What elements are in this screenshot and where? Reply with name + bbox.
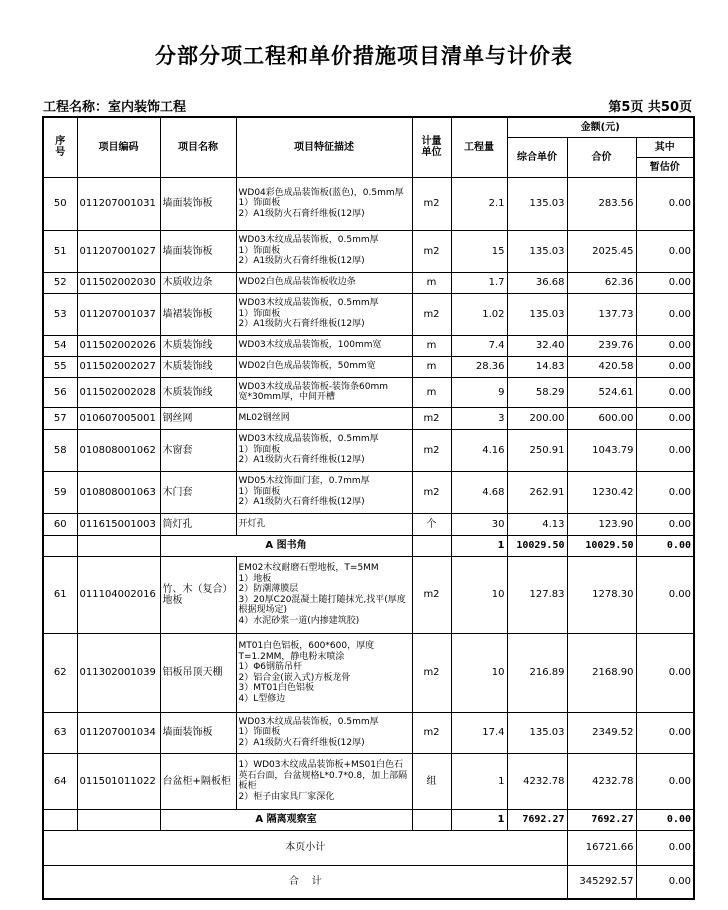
code-cell: 011615001003 bbox=[77, 513, 160, 535]
qty-cell: 9 bbox=[451, 377, 507, 407]
total-cell: 2168.90 bbox=[567, 633, 636, 712]
desc-cell bbox=[236, 753, 412, 809]
table-row bbox=[43, 753, 694, 809]
name-cell: 铝板吊顶天棚 bbox=[160, 633, 236, 712]
seq-cell: 62 bbox=[43, 633, 77, 712]
estimate-cell: 0.00 bbox=[636, 809, 694, 830]
desc-line: 1）饰面板 bbox=[238, 245, 281, 256]
header-seq: 序号 bbox=[43, 117, 77, 177]
desc-cell bbox=[236, 335, 412, 356]
total-cell: 4232.78 bbox=[567, 753, 636, 809]
estimate-cell: 0.00 bbox=[636, 712, 694, 753]
desc-line: 2）A1级防火石膏纤维板(12厚) bbox=[238, 737, 365, 748]
header-of-which: 其中 bbox=[636, 137, 694, 157]
section-name-cell: A 图书角 bbox=[160, 535, 412, 556]
estimate-cell: 0.00 bbox=[636, 513, 694, 535]
desc-line: 开灯孔 bbox=[238, 518, 266, 529]
project-name: 工程名称：室内装饰工程 bbox=[43, 100, 187, 115]
header-code: 项目编码 bbox=[77, 117, 160, 177]
table-row bbox=[43, 429, 694, 471]
code-cell: 010808001063 bbox=[77, 471, 160, 513]
qty-cell: 3 bbox=[451, 407, 507, 429]
desc-line: WD03木纹成品装饰板，0.5mm厚 bbox=[238, 235, 379, 246]
name-cell: 竹、木（复合）地板 bbox=[160, 556, 236, 633]
estimate-cell: 0.00 bbox=[636, 272, 694, 293]
unit-cell: m2 bbox=[412, 407, 451, 429]
name-cell: 木质装饰线 bbox=[160, 356, 236, 377]
desc-line: WD03木纹成品装饰板，0.5mm厚 bbox=[238, 716, 379, 727]
desc-line: ML02钢丝网 bbox=[238, 412, 290, 423]
unit-cell: m bbox=[412, 272, 451, 293]
estimate-cell: 0.00 bbox=[636, 535, 694, 556]
page-subtotal-row bbox=[43, 830, 694, 865]
desc-line: 2）A1级防火石膏纤维板(12厚) bbox=[238, 497, 365, 508]
qty-cell: 1.02 bbox=[451, 293, 507, 335]
total-cell: 239.76 bbox=[567, 335, 636, 356]
table-row bbox=[43, 407, 694, 429]
total-cell: 283.56 bbox=[567, 177, 636, 230]
page-title: 分部分项工程和单价措施项目清单与计价表 bbox=[155, 44, 573, 68]
desc-cell bbox=[236, 356, 412, 377]
code-cell: 011502002026 bbox=[77, 335, 160, 356]
table-row bbox=[43, 335, 694, 356]
desc-line: EM02木纹耐磨石塑地板，T=5MM bbox=[238, 563, 379, 573]
unit-cell: m2 bbox=[412, 712, 451, 753]
seq-cell: 55 bbox=[43, 356, 77, 377]
unit-price-cell: 14.83 bbox=[507, 356, 567, 377]
desc-line: 1）饰面板 bbox=[238, 486, 281, 497]
unit-cell bbox=[412, 809, 451, 830]
qty-cell: 1 bbox=[451, 535, 507, 556]
unit-cell: m2 bbox=[412, 429, 451, 471]
table-row bbox=[43, 712, 694, 753]
section-subtotal-row bbox=[43, 809, 694, 830]
unit-cell: m bbox=[412, 335, 451, 356]
header-amount: 金额(元) bbox=[507, 117, 694, 137]
desc-line: 4）L型修边 bbox=[238, 693, 286, 704]
desc-line: 2）A1级防火石膏纤维板(12厚) bbox=[238, 208, 365, 219]
desc-cell bbox=[236, 230, 412, 272]
header-total: 合价 bbox=[567, 137, 636, 177]
desc-line: 1）饰面板 bbox=[238, 198, 281, 209]
desc-cell bbox=[236, 471, 412, 513]
table-row bbox=[43, 633, 694, 712]
total-cell: 524.61 bbox=[567, 377, 636, 407]
total-cell: 62.36 bbox=[567, 272, 636, 293]
unit-price-cell: 262.91 bbox=[507, 471, 567, 513]
unit-cell: m2 bbox=[412, 177, 451, 230]
estimate-cell: 0.00 bbox=[636, 335, 694, 356]
estimate-cell: 0.00 bbox=[636, 407, 694, 429]
desc-line: 1）饰面板 bbox=[238, 727, 281, 738]
seq-cell: 59 bbox=[43, 471, 77, 513]
estimate-cell: 0.00 bbox=[636, 556, 694, 633]
name-cell: 木门套 bbox=[160, 471, 236, 513]
qty-cell: 17.4 bbox=[451, 712, 507, 753]
code-cell: 011302001039 bbox=[77, 633, 160, 712]
name-cell: 木窗套 bbox=[160, 429, 236, 471]
qty-cell: 28.36 bbox=[451, 356, 507, 377]
desc-line: 3）20厚C20混凝土随打随抹光,找平(厚度根据现场定) bbox=[238, 594, 406, 615]
desc-line: WD02白色成品装饰板，50mm宽 bbox=[238, 361, 376, 372]
page-subtotal-row-total: 16721.66 bbox=[567, 830, 636, 865]
seq-cell: 53 bbox=[43, 293, 77, 335]
estimate-cell: 0.00 bbox=[636, 753, 694, 809]
unit-price-cell: 135.03 bbox=[507, 293, 567, 335]
total-cell: 2349.52 bbox=[567, 712, 636, 753]
seq-cell: 60 bbox=[43, 513, 77, 535]
name-cell: 筒灯孔 bbox=[160, 513, 236, 535]
seq-cell: 58 bbox=[43, 429, 77, 471]
code-cell: 011502002027 bbox=[77, 356, 160, 377]
header-unit-price: 综合单价 bbox=[507, 137, 567, 177]
header-estimate: 暂估价 bbox=[636, 157, 694, 177]
total-cell: 7692.27 bbox=[567, 809, 636, 830]
desc-line: MT01白色铝板，600*600，厚度T=1.2MM，静电粉末喷涂 bbox=[238, 641, 375, 662]
pricing-table bbox=[42, 116, 695, 900]
total-cell: 123.90 bbox=[567, 513, 636, 535]
table-row bbox=[43, 556, 694, 633]
seq-cell bbox=[43, 535, 77, 556]
seq-cell bbox=[43, 809, 77, 830]
total-cell: 10029.50 bbox=[567, 535, 636, 556]
unit-price-cell: 4232.78 bbox=[507, 753, 567, 809]
desc-line: WD03木纹成品装饰板，0.5mm厚 bbox=[238, 298, 379, 309]
grand-total-row-estimate: 0.00 bbox=[636, 865, 694, 899]
desc-line: WD04彩色成品装饰板(蓝色)，0.5mm厚 bbox=[238, 187, 404, 198]
unit-price-cell: 216.89 bbox=[507, 633, 567, 712]
estimate-cell: 0.00 bbox=[636, 471, 694, 513]
page-number: 第5页 共50页 bbox=[608, 100, 692, 115]
qty-cell: 4.16 bbox=[451, 429, 507, 471]
total-cell: 1278.30 bbox=[567, 556, 636, 633]
total-cell: 1230.42 bbox=[567, 471, 636, 513]
unit-price-cell: 36.68 bbox=[507, 272, 567, 293]
table-row bbox=[43, 293, 694, 335]
seq-cell: 54 bbox=[43, 335, 77, 356]
table-row bbox=[43, 230, 694, 272]
unit-price-cell: 135.03 bbox=[507, 230, 567, 272]
desc-cell bbox=[236, 407, 412, 429]
header-desc: 项目特征描述 bbox=[236, 117, 412, 177]
code-cell: 011207001037 bbox=[77, 293, 160, 335]
desc-line: 2）A1级防火石膏纤维板(12厚) bbox=[238, 256, 365, 267]
header-row bbox=[43, 117, 694, 137]
unit-cell: m bbox=[412, 377, 451, 407]
total-cell: 2025.45 bbox=[567, 230, 636, 272]
desc-cell bbox=[236, 377, 412, 407]
seq-cell: 61 bbox=[43, 556, 77, 633]
total-cell: 137.73 bbox=[567, 293, 636, 335]
code-cell: 011207001027 bbox=[77, 230, 160, 272]
code-cell: 011501011022 bbox=[77, 753, 160, 809]
desc-line: WD03木纹成品装饰板，0.5mm厚 bbox=[238, 434, 379, 445]
qty-cell: 4.68 bbox=[451, 471, 507, 513]
unit-price-cell: 135.03 bbox=[507, 712, 567, 753]
desc-cell bbox=[236, 513, 412, 535]
desc-line: 3）MT01白色铝板 bbox=[238, 683, 314, 693]
unit-cell: m2 bbox=[412, 633, 451, 712]
table-row bbox=[43, 272, 694, 293]
estimate-cell: 0.00 bbox=[636, 230, 694, 272]
code-cell: 011104002016 bbox=[77, 556, 160, 633]
unit-cell bbox=[412, 535, 451, 556]
unit-price-cell: 135.03 bbox=[507, 177, 567, 230]
qty-cell: 1 bbox=[451, 753, 507, 809]
name-cell: 台盆柜+隔板柜 bbox=[160, 753, 236, 809]
estimate-cell: 0.00 bbox=[636, 377, 694, 407]
code-cell bbox=[77, 809, 160, 830]
desc-cell bbox=[236, 712, 412, 753]
code-cell: 011207001031 bbox=[77, 177, 160, 230]
seq-cell: 52 bbox=[43, 272, 77, 293]
qty-cell: 10 bbox=[451, 556, 507, 633]
total-cell: 600.00 bbox=[567, 407, 636, 429]
qty-cell: 30 bbox=[451, 513, 507, 535]
seq-cell: 57 bbox=[43, 407, 77, 429]
page-subtotal-row-estimate: 0.00 bbox=[636, 830, 694, 865]
estimate-cell: 0.00 bbox=[636, 429, 694, 471]
section-name-cell: A 隔离观察室 bbox=[160, 809, 412, 830]
unit-price-cell: 10029.50 bbox=[507, 535, 567, 556]
desc-line: 1）饰面板 bbox=[238, 308, 281, 319]
desc-line: 1）Φ6钢筋吊杆 bbox=[238, 662, 303, 672]
table-row bbox=[43, 471, 694, 513]
unit-cell: m2 bbox=[412, 471, 451, 513]
desc-line: 1）饰面板 bbox=[238, 444, 281, 455]
code-cell bbox=[77, 535, 160, 556]
desc-line: WD03木纹成品装饰板-装饰条60mm bbox=[238, 381, 389, 392]
header-name: 项目名称 bbox=[160, 117, 236, 177]
qty-cell: 1 bbox=[451, 809, 507, 830]
unit-price-cell: 127.83 bbox=[507, 556, 567, 633]
desc-cell bbox=[236, 633, 412, 712]
code-cell: 011207001034 bbox=[77, 712, 160, 753]
estimate-cell: 0.00 bbox=[636, 633, 694, 712]
grand-total-row-label: 合 计 bbox=[43, 865, 567, 899]
code-cell: 010607005001 bbox=[77, 407, 160, 429]
name-cell: 木质装饰线 bbox=[160, 335, 236, 356]
unit-cell: m2 bbox=[412, 293, 451, 335]
name-cell: 木质收边条 bbox=[160, 272, 236, 293]
header-qty: 工程量 bbox=[451, 117, 507, 177]
qty-cell: 1.7 bbox=[451, 272, 507, 293]
total-cell: 420.58 bbox=[567, 356, 636, 377]
header-unit: 计量单位 bbox=[412, 117, 451, 177]
desc-line: 1）WD03木纹成品装饰板+MS01白色石英石台面，台盆规格L*0.7*0.8，加上部隔板柜 bbox=[238, 760, 408, 791]
qty-cell: 10 bbox=[451, 633, 507, 712]
seq-cell: 56 bbox=[43, 377, 77, 407]
unit-price-cell: 32.40 bbox=[507, 335, 567, 356]
section-subtotal-row bbox=[43, 535, 694, 556]
qty-cell: 15 bbox=[451, 230, 507, 272]
name-cell: 墙面装饰板 bbox=[160, 230, 236, 272]
name-cell: 钢丝网 bbox=[160, 407, 236, 429]
name-cell: 墙面装饰板 bbox=[160, 177, 236, 230]
table-row bbox=[43, 513, 694, 535]
page-subtotal-row-label: 本页小计 bbox=[43, 830, 567, 865]
desc-line: 2）铝合金(嵌入式)方板龙骨 bbox=[238, 672, 351, 683]
estimate-cell: 0.00 bbox=[636, 356, 694, 377]
name-cell: 墙面装饰板 bbox=[160, 712, 236, 753]
seq-cell: 63 bbox=[43, 712, 77, 753]
name-cell: 墙裙装饰板 bbox=[160, 293, 236, 335]
total-cell: 1043.79 bbox=[567, 429, 636, 471]
unit-price-cell: 250.91 bbox=[507, 429, 567, 471]
unit-price-cell: 200.00 bbox=[507, 407, 567, 429]
seq-cell: 64 bbox=[43, 753, 77, 809]
desc-line: WD03木纹成品装饰板，100mm宽 bbox=[238, 340, 382, 351]
estimate-cell: 0.00 bbox=[636, 293, 694, 335]
qty-cell: 7.4 bbox=[451, 335, 507, 356]
grand-total-row bbox=[43, 865, 694, 899]
desc-line: 宽*30mm厚，中间开槽 bbox=[238, 392, 335, 402]
unit-cell: 个 bbox=[412, 513, 451, 535]
qty-cell: 2.1 bbox=[451, 177, 507, 230]
code-cell: 011502002030 bbox=[77, 272, 160, 293]
unit-cell: m2 bbox=[412, 230, 451, 272]
table-row bbox=[43, 356, 694, 377]
table-row bbox=[43, 377, 694, 407]
unit-price-cell: 58.29 bbox=[507, 377, 567, 407]
desc-cell bbox=[236, 177, 412, 230]
table-row bbox=[43, 177, 694, 230]
desc-line: WD05木纹饰面门套，0.7mm厚 bbox=[238, 476, 370, 487]
code-cell: 010808001062 bbox=[77, 429, 160, 471]
desc-cell bbox=[236, 429, 412, 471]
desc-cell bbox=[236, 272, 412, 293]
estimate-cell: 0.00 bbox=[636, 177, 694, 230]
unit-price-cell: 7692.27 bbox=[507, 809, 567, 830]
unit-cell: m bbox=[412, 356, 451, 377]
name-cell: 木质装饰线 bbox=[160, 377, 236, 407]
unit-price-cell: 4.13 bbox=[507, 513, 567, 535]
desc-line: 2）A1级防火石膏纤维板(12厚) bbox=[238, 455, 365, 466]
desc-line: 2）防潮薄膜层 bbox=[238, 584, 299, 594]
desc-cell bbox=[236, 293, 412, 335]
desc-line: 4）水泥砂浆一道(内掺建筑胶) bbox=[238, 615, 360, 626]
desc-line: 1）地板 bbox=[238, 573, 272, 584]
desc-line: WD02白色成品装饰板收边条 bbox=[238, 277, 356, 288]
desc-line: 2）A1级防火石膏纤维板(12厚) bbox=[238, 319, 365, 330]
grand-total-row-total: 345292.57 bbox=[567, 865, 636, 899]
unit-cell: m2 bbox=[412, 556, 451, 633]
desc-line: 2）柜子由家具厂家深化 bbox=[238, 791, 335, 802]
seq-cell: 51 bbox=[43, 230, 77, 272]
code-cell: 011502002028 bbox=[77, 377, 160, 407]
unit-cell: 组 bbox=[412, 753, 451, 809]
desc-cell bbox=[236, 556, 412, 633]
seq-cell: 50 bbox=[43, 177, 77, 230]
